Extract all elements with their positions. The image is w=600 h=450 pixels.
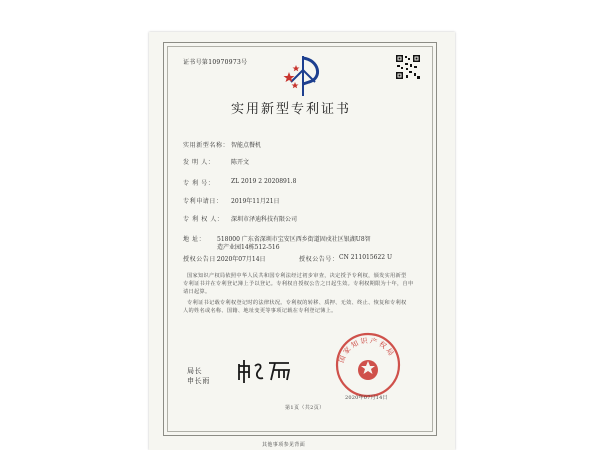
paragraph-line: 专利证书并在专利登记簿上予以登记。专利权自授权公告之日起生效。专利权期限为十年，自申 <box>183 281 414 287</box>
field-label-name: 实用新型名称： <box>183 142 230 149</box>
paragraph-line: 人的姓名或名称、国籍、地址变更等事项记载在专利登记簿上。 <box>183 308 337 314</box>
certificate-paper <box>149 32 455 450</box>
field-value-name: 智能点餐机 <box>231 142 262 149</box>
grant-date-label: 授权公告日： <box>183 256 223 263</box>
signature <box>235 358 293 384</box>
paragraph-line: 国家知识产权局依照中华人民共和国专利法经过初步审查，决定授予专利权，颁发实用新型 <box>187 273 407 279</box>
grant-number-label: 授权公告号： <box>299 256 339 263</box>
paragraph-line: 请日起算。 <box>183 289 211 295</box>
grant-date-value: 2020年07月14日 <box>217 256 266 263</box>
field-label-holder: 专 利 权 人： <box>183 216 224 223</box>
certificate-number: 证书号第10970973号 <box>183 59 248 66</box>
field-label-patent-no: 专 利 号： <box>183 180 215 187</box>
director-name: 申长雨 <box>187 377 210 385</box>
field-label-address: 地 址： <box>183 236 206 243</box>
field-value-inventor: 陈开文 <box>231 159 250 166</box>
field-value-apply-date: 2019年11月21日 <box>231 198 280 205</box>
footer-note: 其他事项参见背面 <box>262 442 306 448</box>
page-title: 实用新型专利证书 <box>231 102 352 117</box>
qr-code <box>395 54 421 80</box>
field-label-apply-date: 专利申请日： <box>183 198 223 205</box>
director-label: 局长 <box>187 367 203 375</box>
page-number: 第1页（共2页） <box>285 405 325 411</box>
field-value-address-2: 造产业园14栋512-516 <box>217 244 280 251</box>
field-value-address: 518000 广东省深圳市宝安区西乡街道固戍社区银湖U8智 <box>217 236 371 243</box>
field-label-inventor: 发 明 人： <box>183 159 215 166</box>
svg-text:国家知识产权局: 国家知识产权局 <box>337 336 397 364</box>
star-icon <box>292 82 299 88</box>
grant-number-value: CN 211015622 U <box>339 254 393 261</box>
paragraph-line: 专利证书记载专利权登记时的法律状况。专利权的转移、质押、无效、终止、恢复和专利权 <box>187 300 407 306</box>
cnipa-logo <box>279 52 327 100</box>
official-seal <box>333 330 403 400</box>
field-value-holder: 深圳市泽迪科技有限公司 <box>231 216 298 223</box>
field-value-patent-no: ZL 2019 2 2020891.8 <box>231 178 297 185</box>
seal-date: 2020年07月14日 <box>345 395 388 401</box>
star-icon <box>293 65 300 71</box>
